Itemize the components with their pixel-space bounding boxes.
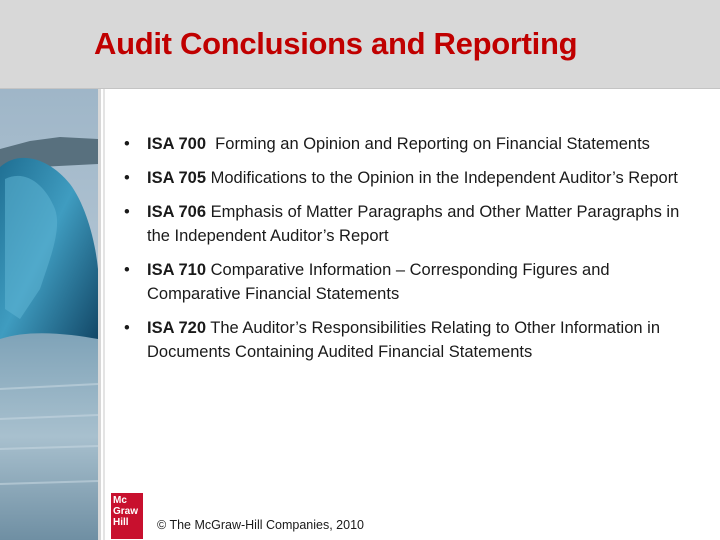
- isa-code: ISA 706: [147, 203, 207, 221]
- isa-code: ISA 705: [147, 169, 207, 187]
- list-item: [124, 132, 684, 156]
- divider-line: [103, 89, 105, 540]
- list-item: [124, 258, 684, 306]
- isa-code: ISA 710: [147, 261, 207, 279]
- bullet-dot-icon: •: [124, 261, 130, 279]
- slide-title: Audit Conclusions and Reporting: [94, 26, 578, 61]
- slide-header: [0, 0, 720, 89]
- bullet-dot-icon: •: [124, 319, 130, 337]
- isa-description: Forming an Opinion and Reporting on Financial Statements: [206, 135, 650, 153]
- logo-text: Mc: [113, 495, 127, 506]
- logo-text: Hill: [113, 517, 129, 528]
- bullet-dot-icon: •: [124, 135, 130, 153]
- bullet-list: [124, 132, 684, 364]
- divider-line: [98, 89, 101, 540]
- isa-description: The Auditor’s Responsibilities Relating to Other Information in Documents Containing Audited Financial Statements: [147, 319, 665, 361]
- isa-code: ISA 700: [147, 135, 207, 153]
- list-item: [124, 166, 684, 190]
- bullet-dot-icon: •: [124, 169, 130, 187]
- logo-text: Graw: [113, 506, 139, 517]
- isa-description: Emphasis of Matter Paragraphs and Other Matter Paragraphs in the Independent Auditor’s Report: [147, 203, 684, 245]
- copyright-notice: © The McGraw-Hill Companies, 2010: [157, 518, 364, 532]
- bullet-list-container: [124, 132, 684, 374]
- mcgraw-hill-logo: [111, 493, 143, 539]
- isa-description: Comparative Information – Corresponding Figures and Comparative Financial Statements: [147, 261, 615, 303]
- list-item: [124, 200, 684, 248]
- bullet-dot-icon: •: [124, 203, 130, 221]
- list-item: [124, 316, 684, 364]
- isa-code: ISA 720: [147, 319, 207, 337]
- isa-description: Modifications to the Opinion in the Independent Auditor’s Report: [206, 169, 678, 187]
- iceberg-image: [0, 89, 98, 540]
